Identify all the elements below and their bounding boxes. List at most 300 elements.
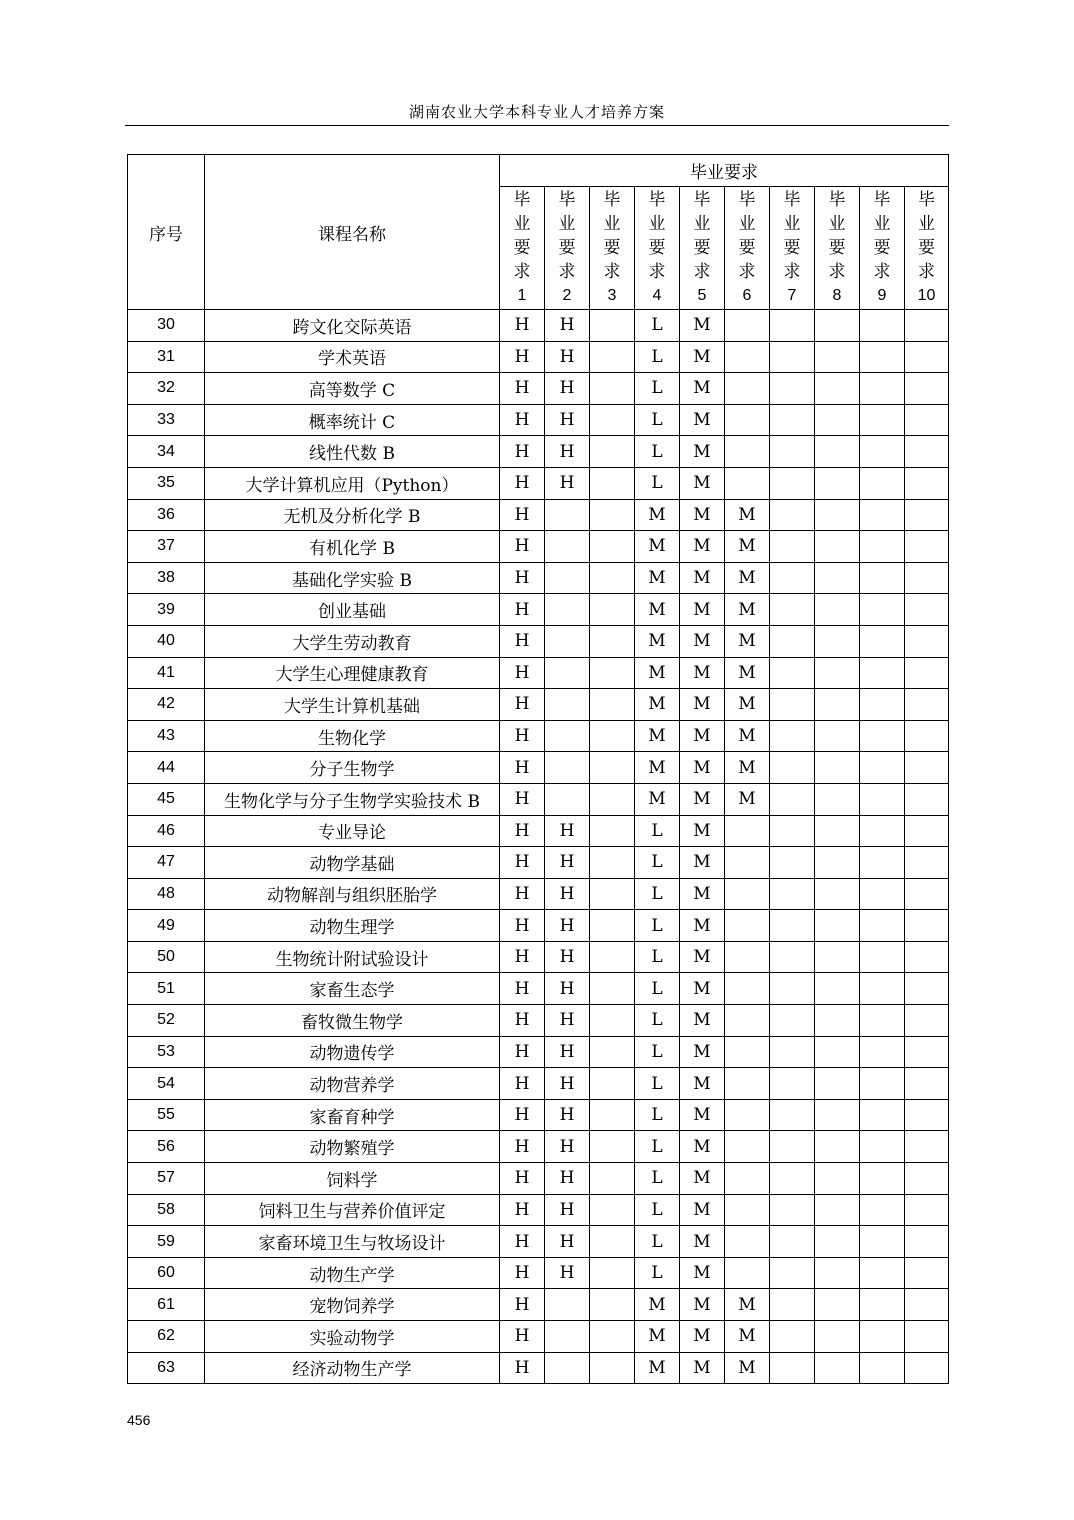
requirement-level-cell: H [545, 1131, 590, 1163]
requirement-level-cell [815, 404, 860, 436]
requirement-level-cell [725, 815, 770, 847]
table-row [128, 752, 949, 784]
requirement-level-cell: H [500, 1005, 545, 1037]
requirement-level-cell: M [635, 499, 680, 531]
requirement-level-cell [860, 973, 905, 1005]
requirement-level-cell [770, 404, 815, 436]
row-course-name-cell: 家畜环境卫生与牧场设计 [205, 1226, 500, 1258]
requirement-level-cell: H [500, 436, 545, 468]
table-row [128, 467, 949, 499]
requirement-level-cell [770, 689, 815, 721]
table-row [128, 625, 949, 657]
requirement-level-cell [770, 941, 815, 973]
column-header-requirement-9 [860, 187, 905, 310]
column-header-requirement-6 [725, 187, 770, 310]
requirement-level-cell [860, 878, 905, 910]
requirement-level-cell [770, 341, 815, 373]
requirement-level-cell: M [680, 467, 725, 499]
requirement-level-cell: H [545, 847, 590, 879]
requirement-level-cell: M [635, 594, 680, 626]
requirement-level-cell [590, 941, 635, 973]
requirement-level-cell [815, 467, 860, 499]
requirement-level-cell [725, 310, 770, 342]
requirement-level-cell: L [635, 436, 680, 468]
row-seq-cell: 41 [128, 657, 205, 689]
requirement-level-cell [815, 531, 860, 563]
requirement-level-cell [725, 1131, 770, 1163]
table-row [128, 1257, 949, 1289]
requirement-level-cell: L [635, 1068, 680, 1100]
requirement-level-cell [815, 1099, 860, 1131]
row-seq-cell: 59 [128, 1226, 205, 1258]
requirement-level-cell [860, 1289, 905, 1321]
requirement-level-cell [860, 404, 905, 436]
requirement-level-cell: M [680, 562, 725, 594]
requirement-level-cell [725, 910, 770, 942]
requirement-header-text: 毕业要求 [693, 190, 711, 282]
requirement-level-cell: H [500, 910, 545, 942]
table-row [128, 1068, 949, 1100]
requirement-level-cell [860, 1257, 905, 1289]
requirement-level-cell [545, 531, 590, 563]
requirement-level-cell: L [635, 910, 680, 942]
requirement-header-number: 7 [787, 287, 797, 304]
column-header-seq: 序号 [128, 155, 205, 310]
requirement-level-cell [905, 1099, 949, 1131]
requirement-level-cell [905, 689, 949, 721]
row-seq-cell: 40 [128, 625, 205, 657]
requirement-level-cell [590, 815, 635, 847]
requirement-level-cell: M [725, 1321, 770, 1353]
requirement-level-cell [725, 847, 770, 879]
row-seq-cell: 44 [128, 752, 205, 784]
row-seq-cell: 58 [128, 1194, 205, 1226]
requirement-level-cell: M [680, 1068, 725, 1100]
requirement-level-cell: H [500, 1289, 545, 1321]
requirement-level-cell [590, 499, 635, 531]
requirement-level-cell: H [500, 1257, 545, 1289]
requirement-level-cell: H [500, 941, 545, 973]
row-seq-cell: 48 [128, 878, 205, 910]
requirement-level-cell [815, 625, 860, 657]
requirement-level-cell [905, 625, 949, 657]
requirement-level-cell: M [725, 625, 770, 657]
requirement-level-cell [770, 1226, 815, 1258]
requirement-level-cell: M [680, 499, 725, 531]
table-row [128, 531, 949, 563]
requirement-level-cell [770, 467, 815, 499]
requirement-level-cell: M [680, 815, 725, 847]
requirement-level-cell [815, 1257, 860, 1289]
row-seq-cell: 34 [128, 436, 205, 468]
row-seq-cell: 46 [128, 815, 205, 847]
requirement-level-cell: M [680, 1321, 725, 1353]
table-row [128, 847, 949, 879]
requirement-level-cell: H [500, 783, 545, 815]
requirement-level-cell: H [545, 1068, 590, 1100]
requirement-level-cell: L [635, 373, 680, 405]
row-course-name-cell: 饲料学 [205, 1163, 500, 1195]
requirement-level-cell [905, 752, 949, 784]
requirement-level-cell [815, 752, 860, 784]
requirement-level-cell: H [500, 1163, 545, 1195]
requirement-header-text: 毕业要求 [513, 190, 531, 282]
requirement-level-cell [905, 1321, 949, 1353]
table-row [128, 1005, 949, 1037]
requirement-header-text: 毕业要求 [738, 190, 756, 282]
requirement-level-cell [815, 1131, 860, 1163]
page-header-title: 湖南农业大学本科专业人才培养方案 [408, 103, 665, 121]
requirement-level-cell: H [500, 973, 545, 1005]
column-header-requirement-7 [770, 187, 815, 310]
requirement-level-cell: H [500, 531, 545, 563]
requirement-level-cell: H [500, 1321, 545, 1353]
requirement-level-cell: M [680, 878, 725, 910]
requirement-level-cell [590, 657, 635, 689]
requirement-level-cell: L [635, 878, 680, 910]
row-seq-cell: 63 [128, 1352, 205, 1384]
requirement-level-cell [590, 436, 635, 468]
requirement-level-cell: M [680, 1289, 725, 1321]
requirement-level-cell [770, 1352, 815, 1384]
requirement-level-cell [860, 1352, 905, 1384]
row-seq-cell: 30 [128, 310, 205, 342]
table-row [128, 1131, 949, 1163]
requirement-level-cell [545, 499, 590, 531]
requirement-level-cell: H [500, 373, 545, 405]
table-row [128, 594, 949, 626]
requirement-level-cell [860, 436, 905, 468]
row-course-name-cell: 概率统计 C [205, 404, 500, 436]
row-course-name-cell: 大学计算机应用（Python） [205, 467, 500, 499]
table-row [128, 815, 949, 847]
row-course-name-cell: 大学生劳动教育 [205, 625, 500, 657]
requirement-level-cell: M [635, 1321, 680, 1353]
row-course-name-cell: 畜牧微生物学 [205, 1005, 500, 1037]
requirement-level-cell [815, 341, 860, 373]
requirement-level-cell [860, 594, 905, 626]
requirement-header-number: 4 [652, 287, 662, 304]
requirement-level-cell: H [545, 404, 590, 436]
row-course-name-cell: 动物营养学 [205, 1068, 500, 1100]
requirement-level-cell: M [680, 1352, 725, 1384]
requirement-level-cell [545, 689, 590, 721]
requirement-level-cell [815, 783, 860, 815]
requirement-level-cell: H [500, 815, 545, 847]
row-course-name-cell: 跨文化交际英语 [205, 310, 500, 342]
requirement-level-cell [770, 878, 815, 910]
requirement-level-cell: H [545, 1005, 590, 1037]
requirement-level-cell: M [680, 657, 725, 689]
requirement-level-cell [905, 1163, 949, 1195]
requirement-level-cell [590, 1194, 635, 1226]
row-seq-cell: 49 [128, 910, 205, 942]
requirement-level-cell [860, 1005, 905, 1037]
requirement-level-cell [815, 847, 860, 879]
requirement-level-cell: M [680, 436, 725, 468]
requirement-header-text: 毕业要求 [873, 190, 891, 282]
requirement-level-cell: M [635, 752, 680, 784]
requirement-level-cell: M [680, 594, 725, 626]
requirement-level-cell [860, 531, 905, 563]
requirement-level-cell [905, 783, 949, 815]
requirement-level-cell: H [500, 1226, 545, 1258]
requirement-level-cell [860, 752, 905, 784]
requirement-level-cell [860, 467, 905, 499]
requirement-level-cell: M [680, 310, 725, 342]
table-row [128, 1289, 949, 1321]
table-row [128, 910, 949, 942]
requirement-level-cell [590, 467, 635, 499]
requirement-level-cell: M [680, 1226, 725, 1258]
table-row [128, 499, 949, 531]
requirement-level-cell [770, 562, 815, 594]
requirement-level-cell: H [500, 499, 545, 531]
requirement-level-cell [905, 1005, 949, 1037]
requirement-level-cell [905, 562, 949, 594]
requirement-level-cell [725, 341, 770, 373]
requirement-level-cell: M [680, 973, 725, 1005]
column-header-requirement-1 [500, 187, 545, 310]
requirement-level-cell [770, 373, 815, 405]
row-course-name-cell: 实验动物学 [205, 1321, 500, 1353]
requirement-level-cell: L [635, 1194, 680, 1226]
column-header-requirement-10 [905, 187, 949, 310]
requirement-level-cell [860, 341, 905, 373]
row-seq-cell: 36 [128, 499, 205, 531]
row-seq-cell: 51 [128, 973, 205, 1005]
row-course-name-cell: 动物生理学 [205, 910, 500, 942]
requirement-level-cell [545, 1352, 590, 1384]
requirement-level-cell: H [545, 815, 590, 847]
requirement-level-cell [860, 720, 905, 752]
row-seq-cell: 61 [128, 1289, 205, 1321]
requirement-level-cell [860, 373, 905, 405]
table-row [128, 720, 949, 752]
requirement-level-cell: H [500, 1352, 545, 1384]
table-row [128, 973, 949, 1005]
requirement-level-cell [590, 689, 635, 721]
requirement-level-cell [590, 562, 635, 594]
requirement-level-cell [860, 941, 905, 973]
requirement-level-cell [590, 1131, 635, 1163]
requirement-level-cell: M [680, 689, 725, 721]
requirement-level-cell [590, 1289, 635, 1321]
requirement-level-cell: M [635, 562, 680, 594]
requirement-level-cell: M [680, 373, 725, 405]
requirement-level-cell: H [500, 1068, 545, 1100]
requirement-level-cell [905, 910, 949, 942]
requirement-level-cell: L [635, 404, 680, 436]
requirement-level-cell [905, 341, 949, 373]
requirement-level-cell [905, 499, 949, 531]
requirement-level-cell: M [680, 783, 725, 815]
requirement-level-cell: M [680, 1194, 725, 1226]
table-row [128, 562, 949, 594]
requirement-level-cell [725, 404, 770, 436]
requirement-level-cell [905, 1036, 949, 1068]
requirement-header-text: 毕业要求 [828, 190, 846, 282]
row-seq-cell: 38 [128, 562, 205, 594]
row-course-name-cell: 动物繁殖学 [205, 1131, 500, 1163]
requirement-level-cell [725, 878, 770, 910]
requirement-level-cell: M [635, 689, 680, 721]
page-number: 456 [127, 1412, 151, 1428]
requirement-level-cell [770, 973, 815, 1005]
row-course-name-cell: 生物统计附试验设计 [205, 941, 500, 973]
requirement-level-cell: H [545, 341, 590, 373]
requirement-level-cell [770, 1131, 815, 1163]
requirement-level-cell [905, 657, 949, 689]
requirement-level-cell: H [500, 467, 545, 499]
row-seq-cell: 56 [128, 1131, 205, 1163]
row-seq-cell: 50 [128, 941, 205, 973]
requirement-level-cell: M [725, 562, 770, 594]
table-row [128, 1036, 949, 1068]
requirement-level-cell: H [500, 310, 545, 342]
requirement-level-cell [770, 1068, 815, 1100]
requirement-level-cell [860, 847, 905, 879]
requirement-level-cell [815, 594, 860, 626]
requirement-level-cell [905, 1289, 949, 1321]
requirement-level-cell: M [635, 1352, 680, 1384]
requirement-level-cell: H [545, 941, 590, 973]
requirement-level-cell: M [635, 625, 680, 657]
row-seq-cell: 37 [128, 531, 205, 563]
table-row [128, 341, 949, 373]
column-header-requirement-4 [635, 187, 680, 310]
requirement-level-cell [905, 1226, 949, 1258]
requirement-level-cell: H [500, 1194, 545, 1226]
requirement-level-cell: M [725, 689, 770, 721]
requirement-level-cell [725, 1257, 770, 1289]
requirement-header-number: 5 [697, 287, 707, 304]
requirement-level-cell: M [680, 1131, 725, 1163]
requirement-level-cell [770, 847, 815, 879]
requirement-level-cell [590, 1099, 635, 1131]
requirement-level-cell: L [635, 847, 680, 879]
column-header-course-name: 课程名称 [205, 155, 500, 310]
requirement-level-cell [815, 1163, 860, 1195]
requirement-level-cell [725, 436, 770, 468]
requirement-level-cell [905, 1352, 949, 1384]
row-seq-cell: 31 [128, 341, 205, 373]
requirement-level-cell: M [725, 720, 770, 752]
requirement-level-cell [770, 1163, 815, 1195]
requirement-level-cell [770, 657, 815, 689]
requirement-level-cell: H [500, 404, 545, 436]
row-course-name-cell: 高等数学 C [205, 373, 500, 405]
row-course-name-cell: 动物生产学 [205, 1257, 500, 1289]
requirement-level-cell [545, 625, 590, 657]
requirement-level-cell [860, 657, 905, 689]
requirement-level-cell [770, 752, 815, 784]
requirement-level-cell: M [680, 404, 725, 436]
requirement-level-cell [590, 341, 635, 373]
requirement-level-cell: M [680, 625, 725, 657]
requirement-level-cell [545, 594, 590, 626]
requirement-level-cell [860, 625, 905, 657]
row-course-name-cell: 无机及分析化学 B [205, 499, 500, 531]
requirement-level-cell: H [500, 657, 545, 689]
row-seq-cell: 54 [128, 1068, 205, 1100]
column-header-requirement-3 [590, 187, 635, 310]
requirement-header-number: 8 [832, 287, 842, 304]
table-row [128, 1099, 949, 1131]
row-seq-cell: 60 [128, 1257, 205, 1289]
requirement-level-cell: H [545, 1257, 590, 1289]
requirement-level-cell: M [635, 720, 680, 752]
table-row [128, 373, 949, 405]
requirement-level-cell [725, 1005, 770, 1037]
requirement-level-cell [815, 941, 860, 973]
requirement-level-cell [860, 1036, 905, 1068]
requirement-level-cell [725, 1163, 770, 1195]
row-seq-cell: 55 [128, 1099, 205, 1131]
row-course-name-cell: 动物遗传学 [205, 1036, 500, 1068]
table-row [128, 689, 949, 721]
requirement-level-cell [815, 657, 860, 689]
requirement-level-cell: H [500, 625, 545, 657]
requirement-level-cell: H [500, 594, 545, 626]
requirement-level-cell [815, 436, 860, 468]
row-course-name-cell: 家畜育种学 [205, 1099, 500, 1131]
row-seq-cell: 57 [128, 1163, 205, 1195]
requirement-level-cell [905, 1194, 949, 1226]
requirement-level-cell [815, 1036, 860, 1068]
requirement-level-cell [590, 1163, 635, 1195]
requirement-level-cell: M [725, 752, 770, 784]
requirement-level-cell [590, 847, 635, 879]
requirement-level-cell [590, 973, 635, 1005]
requirement-level-cell [905, 404, 949, 436]
requirement-level-cell [905, 1131, 949, 1163]
table-row [128, 1163, 949, 1195]
requirement-level-cell: H [500, 878, 545, 910]
requirement-level-cell: M [725, 657, 770, 689]
requirement-level-cell: L [635, 1257, 680, 1289]
row-course-name-cell: 分子生物学 [205, 752, 500, 784]
requirement-level-cell [590, 878, 635, 910]
requirement-level-cell [770, 310, 815, 342]
requirement-level-cell [860, 562, 905, 594]
requirement-level-cell: M [680, 341, 725, 373]
requirement-level-cell: H [545, 910, 590, 942]
requirement-level-cell [860, 815, 905, 847]
requirement-level-cell: M [680, 1099, 725, 1131]
requirement-level-cell: L [635, 1005, 680, 1037]
row-seq-cell: 62 [128, 1321, 205, 1353]
requirement-level-cell: M [680, 531, 725, 563]
requirement-level-cell [590, 1352, 635, 1384]
requirement-level-cell: H [545, 310, 590, 342]
requirement-level-cell: M [680, 1005, 725, 1037]
requirement-level-cell: M [635, 531, 680, 563]
requirement-level-cell: H [500, 562, 545, 594]
row-course-name-cell: 生物化学与分子生物学实验技术 B [205, 783, 500, 815]
row-course-name-cell: 专业导论 [205, 815, 500, 847]
requirement-level-cell [860, 1321, 905, 1353]
requirement-level-cell [770, 625, 815, 657]
requirement-level-cell [905, 310, 949, 342]
requirement-level-cell [545, 657, 590, 689]
row-course-name-cell: 宠物饲养学 [205, 1289, 500, 1321]
requirement-header-number: 3 [607, 287, 617, 304]
requirement-level-cell [905, 878, 949, 910]
requirement-level-cell [905, 720, 949, 752]
table-row [128, 1194, 949, 1226]
requirement-level-cell [770, 531, 815, 563]
